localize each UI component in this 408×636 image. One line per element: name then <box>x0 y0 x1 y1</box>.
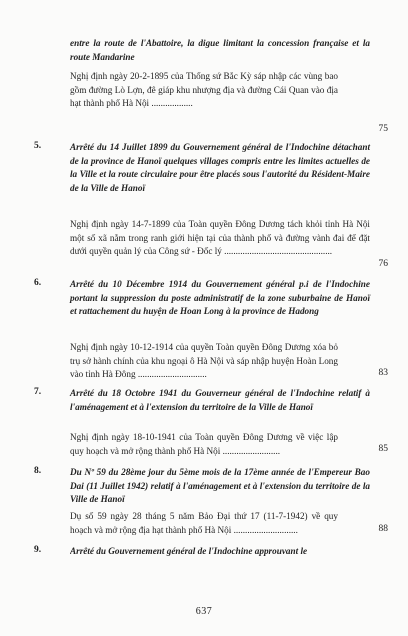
entry-7-vietnamese: Nghị định ngày 18-10-1941 của Toàn quyền Đông Dương về việc lập quy hoạch và mở rộng thành phố Hà Nội ......................... <box>70 432 338 456</box>
entry-4-french: entre la route de l'Abattoire, la digue limitant la concession française et la route Mandarine <box>70 38 370 62</box>
entry-6-vietnamese: Nghị định ngày 10-12-1914 của quyền Toàn quyền Đông Dương xóa bỏ trụ sở hành chính của khu ngoại ô Hà Nội và sáp nhập huyện Hoàn Long vào tỉnh Hà Đông .............................. <box>70 342 338 380</box>
entry-7-number: 7. <box>34 387 42 397</box>
leader-dots: .................. <box>151 98 193 109</box>
entry-8-page: 88 <box>378 524 388 534</box>
entry-5-french: Arrêté du 14 Juillet 1899 du Gouvernement général de l'Indochine détachant de la province de Hanoï quelques villages compris entre les limites actuelles de la Ville et la route circulaire pour être placés sous l'autorité du Résident-Maire de la Ville de Hanoï <box>70 142 370 193</box>
entry-6-number: 6. <box>34 278 42 288</box>
entry-5-number: 5. <box>34 141 42 151</box>
entry-4-page: 75 <box>378 124 388 134</box>
leader-dots: ............................................... <box>224 246 333 257</box>
entry-8-french: Du Nº 59 du 28ème jour du 5ème mois de la 17ème année de l'Empereur Bao Dai (11 Juillet 1942) relatif à l'aménagement et à l'extension du territoire de la Ville de Hanoï <box>70 467 370 505</box>
entry-8-vietnamese: Dụ số 59 ngày 28 tháng 5 năm Bảo Đại thứ 17 (11-7-1942) về quy hoạch và mở rộng địa hạt thành phố Hà Nội ............................ <box>70 511 338 535</box>
page-number: 637 <box>195 606 213 617</box>
entry-5-page: 76 <box>378 259 388 269</box>
leader-dots: ......................... <box>222 445 281 456</box>
entry-8-number: 8. <box>34 466 42 476</box>
entry-6-page: 83 <box>378 368 388 378</box>
entry-7-page: 85 <box>378 444 388 454</box>
entry-9-french: Arrêté du Gouvernement général de l'Indochine approuvant le <box>70 546 308 556</box>
entry-9-number: 9. <box>34 545 42 555</box>
leader-dots: ............................ <box>233 524 298 535</box>
leader-dots: .............................. <box>137 369 207 380</box>
entry-5-vietnamese: Nghị định ngày 14-7-1899 của Toàn quyền Đông Dương tách khỏi tỉnh Hà Nội một số xã nằm trong ranh giới hiện tại của thành phố và đường vành đai để đặt dưới quyền quản lý của Công sứ - Đốc lý ............................................... <box>70 219 370 257</box>
entry-6-french: Arrêté du 10 Décembre 1914 du Gouvernement général p.i de l'Indochine portant la suppression du poste administratif de la zone suburbaine de Hanoï et rattachement du huyện de Hoan Long à la province de Hadong <box>70 279 370 317</box>
entry-4-vietnamese: Nghị định ngày 20-2-1895 của Thống sứ Bắc Kỳ sáp nhập các vùng bao gồm đường Lò Lợn, đê giáp khu nhượng địa và đường Cái Quan vào địa hạt thành phố Hà Nội .................. <box>70 71 338 109</box>
entry-7-french: Arrêté du 18 Octobre 1941 du Gouverneur général de l'Indochine relatif à l'aménagement et à l'extension du territoire de la Ville de Hanoï <box>70 388 370 412</box>
